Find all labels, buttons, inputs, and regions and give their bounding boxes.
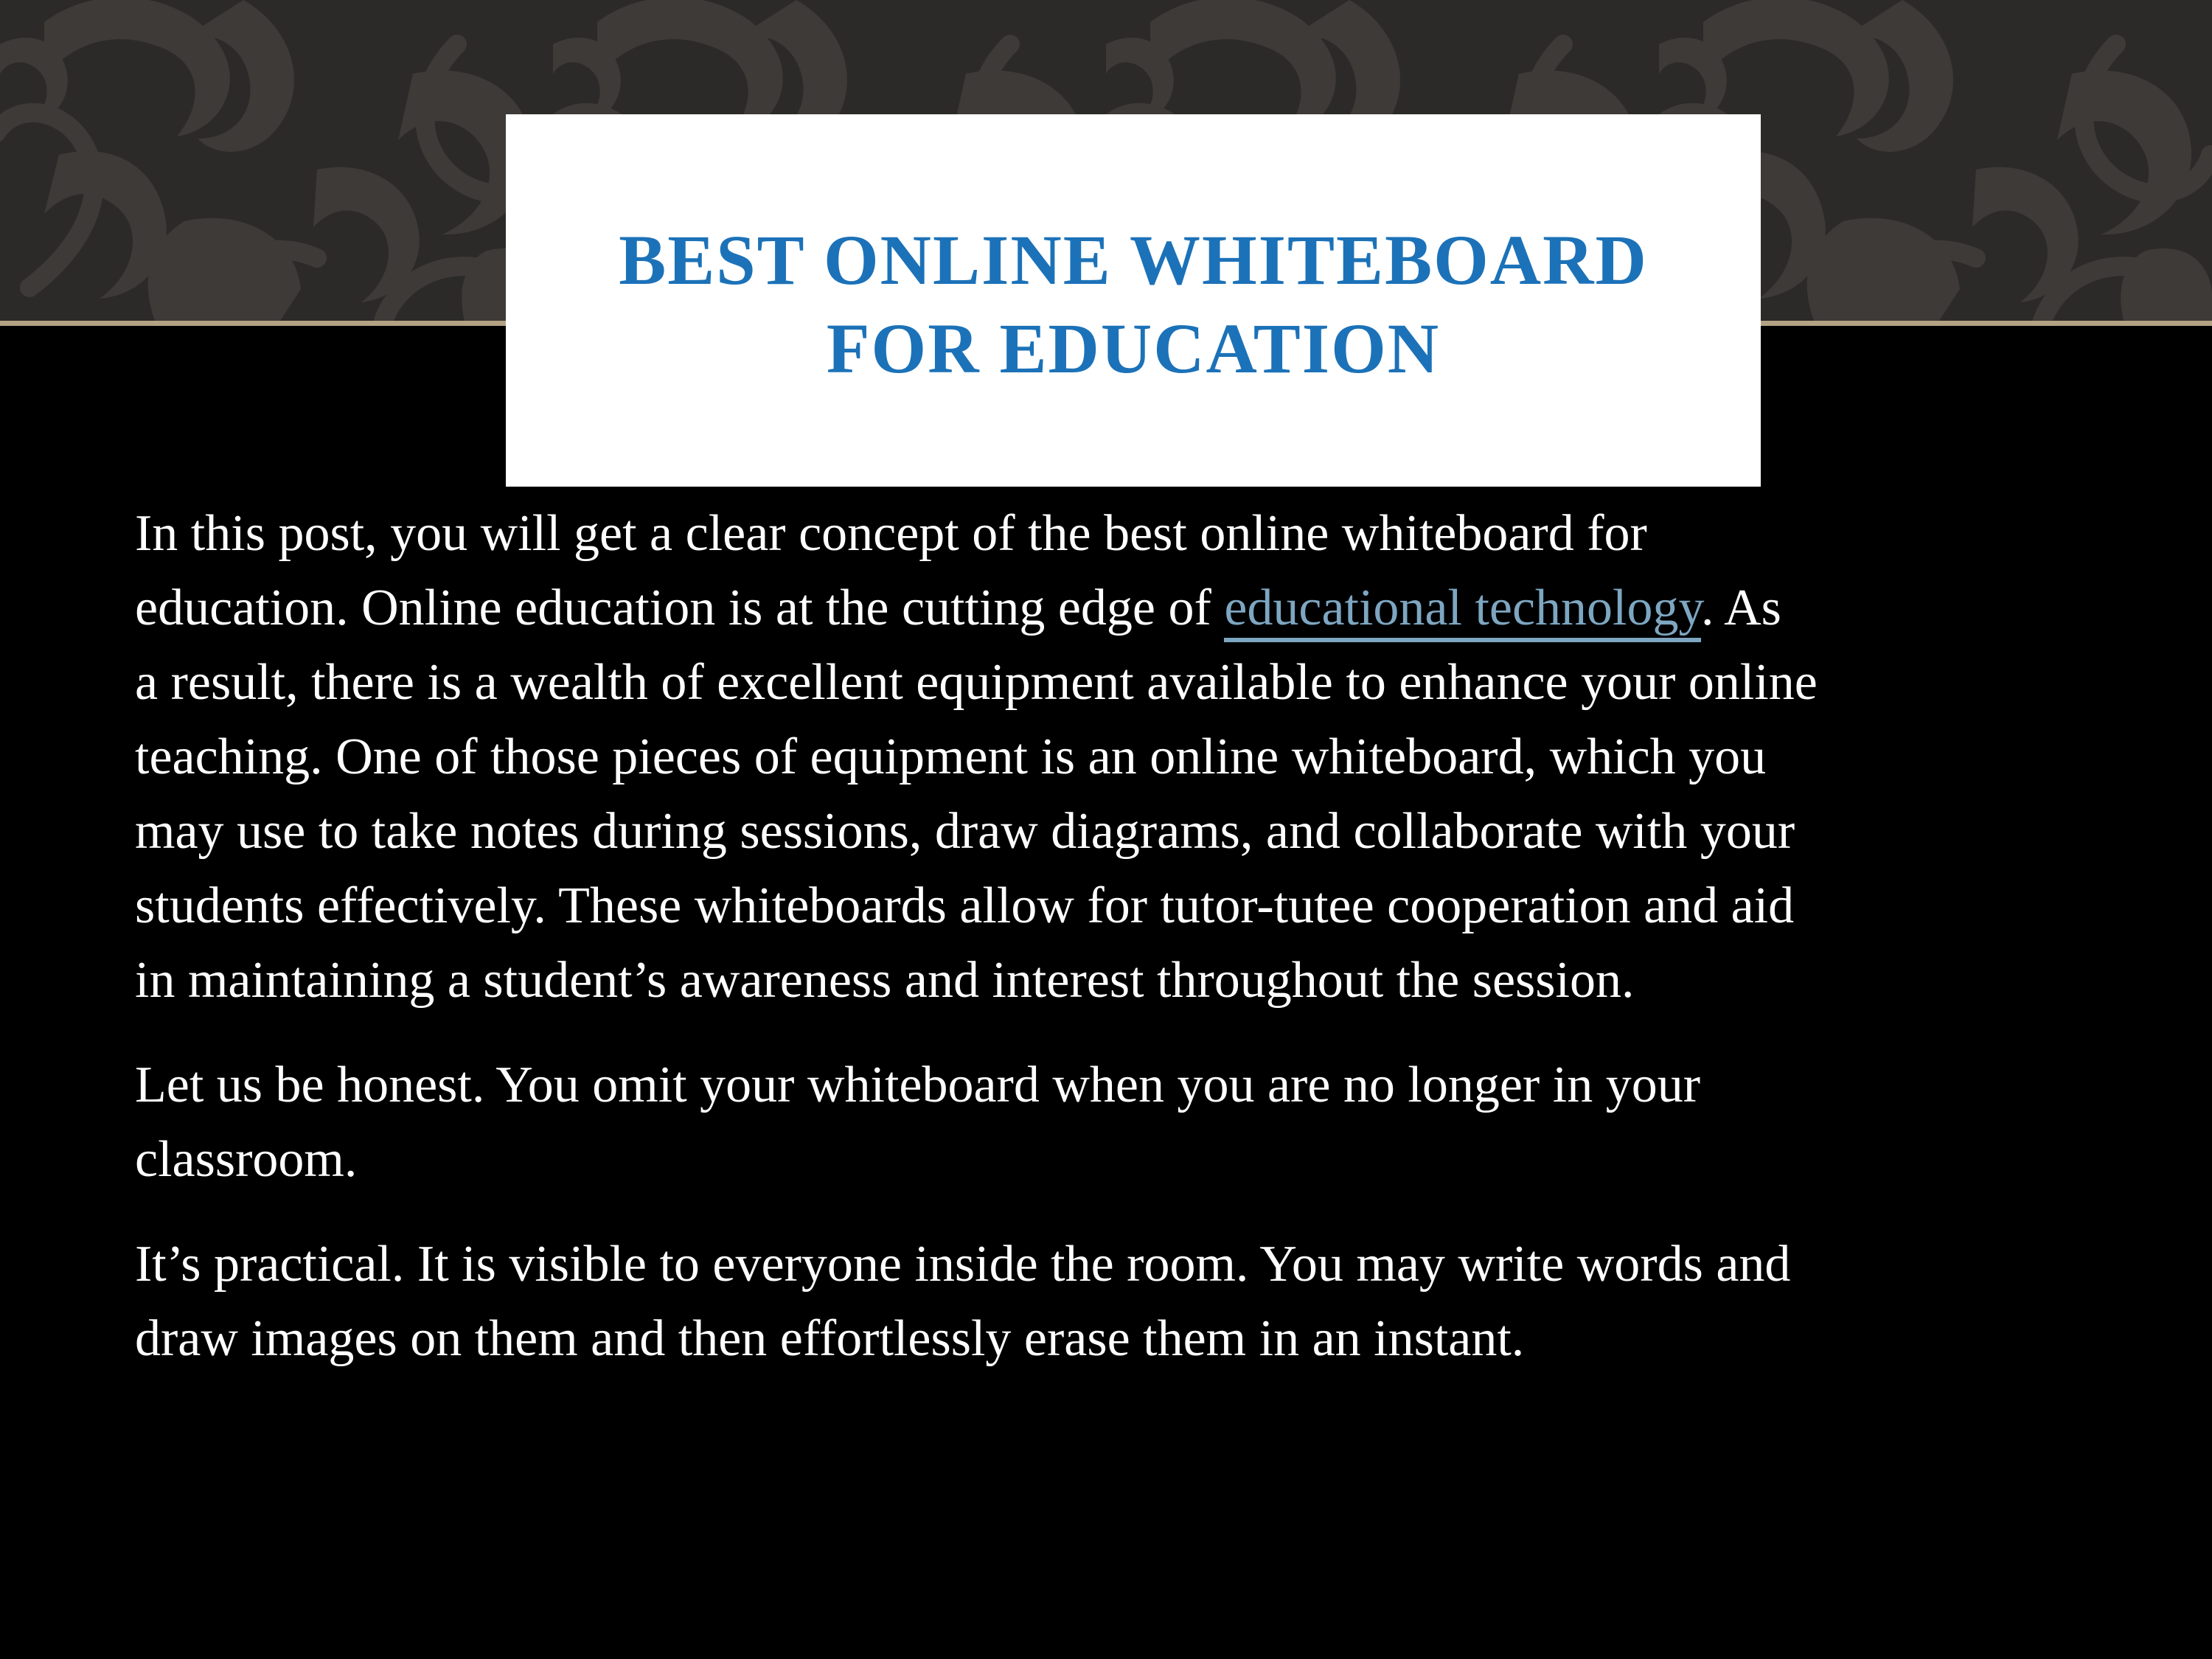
paragraph-line (135, 571, 2126, 645)
body-paragraph-3 (135, 1227, 2126, 1376)
paragraph-line: classroom. (135, 1131, 358, 1188)
slide-title (506, 216, 1761, 393)
body-paragraph-2 (135, 1048, 2126, 1197)
title-card (506, 114, 1761, 487)
body-paragraph-1 (135, 496, 2126, 1018)
slide-title-line-1: BEST ONLINE WHITEBOARD (619, 220, 1648, 299)
educational-technology-link[interactable]: educational technology (1224, 580, 1701, 642)
line-segment: . As (1700, 580, 1781, 636)
slide-title-line-2: FOR EDUCATION (826, 309, 1441, 388)
paragraph-line: a result, there is a wealth of excellent equipment available to enhance your online (135, 654, 1818, 711)
paragraph-line: teaching. One of those pieces of equipment is an online whiteboard, which you (135, 728, 1767, 785)
paragraph-line: It’s practical. It is visible to everyone inside the room. You may write words and (135, 1236, 1791, 1293)
paragraph-line: students effectively. These whiteboards allow for tutor-tutee cooperation and aid (135, 877, 1795, 934)
paragraph-line: in maintaining a student’s awareness and interest throughout the session. (135, 952, 1635, 1009)
paragraph-line: Let us be honest. You omit your whiteboard when you are no longer in your (135, 1057, 1701, 1113)
paragraph-line: draw images on them and then effortlessly erase them in an instant. (135, 1310, 1525, 1367)
paragraph-line: may use to take notes during sessions, draw diagrams, and collaborate with your (135, 803, 1795, 860)
line-segment: education. Online education is at the cutting edge of (135, 580, 1225, 636)
paragraph-line: In this post, you will get a clear concept of the best online whiteboard for (135, 505, 1647, 562)
slide-body (135, 496, 2126, 1406)
